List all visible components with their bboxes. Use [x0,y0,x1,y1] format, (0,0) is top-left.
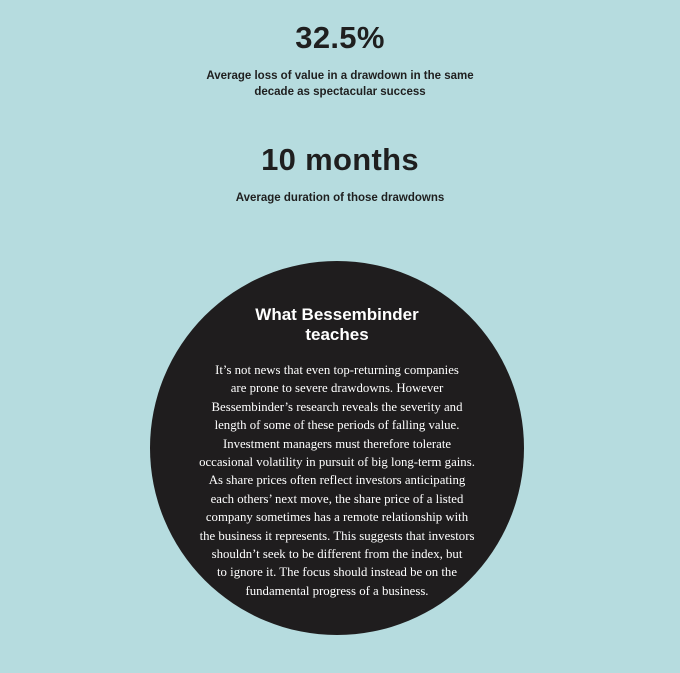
panel-body-line: the business it represents. This suggests that investors [199,528,475,543]
panel-body-line: Bessembinder’s research reveals the severity and [211,399,463,414]
panel-body-line: fundamental progress of a business. [245,583,429,598]
panel-body-line: each others’ next move, the share price of a listed [210,491,464,506]
panel-body-line: are prone to severe drawdowns. However [230,381,444,396]
panel-title-line: teaches [305,325,369,344]
panel-body [172,361,502,600]
panel-title [220,305,454,345]
panel-body-line: shouldn’t seek to be different from the index, but [211,547,463,562]
panel-body-line: length of some of these periods of falling value. [214,418,460,433]
panel-body-line: to ignore it. The focus should instead be on the [216,565,458,580]
stat-description-line: Average loss of value in a drawdown in the same [206,70,474,82]
panel-body-line: occasional volatility in pursuit of big long-term gains. [199,455,475,470]
stat-value: 10 months [261,142,419,177]
panel-body-line: As share prices often reflect investors anticipating [208,473,466,488]
stat-drawdown-loss [0,20,680,100]
panel-title-line: What Bessembinder [255,305,419,324]
stat-description [0,68,680,100]
panel-body-line: It’s not news that even top-returning companies [215,363,459,377]
stat-description [0,190,680,206]
stat-drawdown-duration [0,142,680,206]
panel-body-line: company sometimes has a remote relationship with [205,510,469,525]
stat-value: 32.5% [295,20,385,55]
stat-description-line: Average duration of those drawdowns [235,192,445,204]
stat-description-line: decade as spectacular success [254,86,426,98]
panel-body-line: Investment managers must therefore tolerate [222,436,452,451]
